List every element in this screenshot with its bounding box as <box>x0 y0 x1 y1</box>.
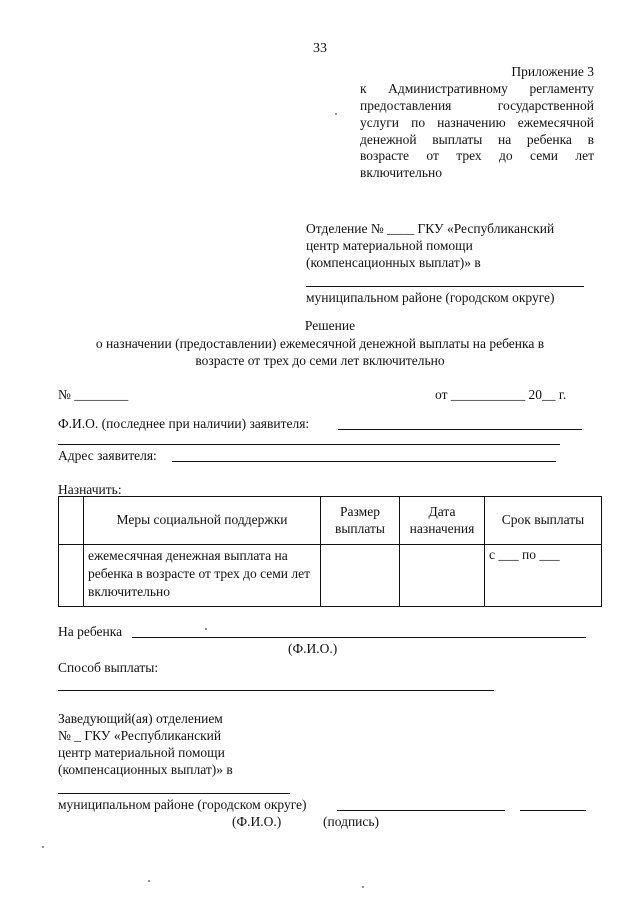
appendix-line: включительно <box>360 165 443 181</box>
appendix-line: к Административному регламенту <box>360 80 594 96</box>
appendix-line: возрасте от трех до семи лет <box>360 148 594 164</box>
appendix-block <box>360 64 594 182</box>
child-label: На ребенка <box>58 624 123 639</box>
signature-caption: (подпись) <box>323 814 380 829</box>
table-header-cell: Меры социальной поддержки <box>84 497 321 545</box>
page-number: 33 <box>313 41 327 56</box>
table-header-cell: Дата назначения <box>400 497 485 545</box>
scan-speck <box>335 113 337 115</box>
scan-speck <box>148 880 150 882</box>
signature-line: (компенсационных выплат)» в <box>58 762 233 777</box>
fio-input[interactable] <box>337 810 505 811</box>
decision-subtitle: возрасте от трех до семи лет включительно <box>195 353 445 368</box>
child-name-input[interactable] <box>132 637 586 638</box>
decision-title: Решение <box>304 318 356 333</box>
applicant-address-input[interactable] <box>172 461 556 462</box>
recipient-blank-line[interactable] <box>306 286 584 287</box>
measures-table <box>58 496 602 607</box>
signature-line: Заведующий(ая) отделением <box>58 711 223 726</box>
appendix-line: денежной выплаты на ребенка в <box>360 131 594 147</box>
appendix-line: услуги по назначению ежемесячной <box>360 114 594 130</box>
table-cell-date[interactable] <box>400 545 485 607</box>
applicant-name-input[interactable] <box>338 429 582 430</box>
decision-number-field[interactable]: № ________ <box>58 387 129 402</box>
decision-date-field[interactable]: от ___________ 20__ г. <box>435 387 567 402</box>
applicant-name-label: Ф.И.О. (последнее при наличии) заявителя: <box>58 416 310 431</box>
table-cell-amount[interactable] <box>321 545 400 607</box>
signature-line: муниципальном районе (городском округе) <box>58 797 307 812</box>
recipient-line: (компенсационных выплат)» в <box>306 254 481 270</box>
appendix-line: предоставления государственной <box>360 97 594 113</box>
decision-subtitle: о назначении (предоставлении) ежемесячной денежной выплаты на ребенка в <box>95 336 545 351</box>
applicant-address-label: Адрес заявителя: <box>58 448 157 463</box>
signature-line: центр материальной помощи <box>58 745 225 760</box>
table-cell-period[interactable]: с ___ по ___ <box>485 545 602 607</box>
signature-line: № _ ГКУ «Республиканский <box>58 728 222 743</box>
scan-speck <box>362 886 364 888</box>
assign-label: Назначить: <box>58 482 122 497</box>
table-row <box>59 545 602 607</box>
table-header-cell: Срок выплаты <box>485 497 602 545</box>
applicant-name-input-line2[interactable] <box>58 444 560 445</box>
scan-speck <box>42 846 44 848</box>
recipient-line: Отделение № ____ ГКУ «Республиканский <box>306 221 555 236</box>
recipient-block <box>306 221 586 272</box>
table-header-row <box>59 497 602 545</box>
signature-blank-line[interactable] <box>58 793 290 794</box>
table-cell-empty <box>59 545 84 607</box>
payment-method-input[interactable] <box>58 690 494 691</box>
appendix-title: Приложение 3 <box>511 64 594 79</box>
recipient-line: центр материальной помощи <box>306 237 473 253</box>
signature-input[interactable] <box>520 810 586 811</box>
child-fio-caption: (Ф.И.О.) <box>288 641 338 656</box>
payment-method-label: Способ выплаты: <box>58 660 159 675</box>
recipient-line: муниципальном районе (городском округе) <box>306 290 555 305</box>
table-header-cell: Размер выплаты <box>321 497 400 545</box>
fio-caption: (Ф.И.О.) <box>232 814 282 829</box>
scan-speck <box>205 628 207 630</box>
table-cell-measure: ежемесячная денежная выплата на ребенка в возрасте от трех до семи лет включительно <box>84 545 321 607</box>
table-header-cell-empty <box>59 497 84 545</box>
